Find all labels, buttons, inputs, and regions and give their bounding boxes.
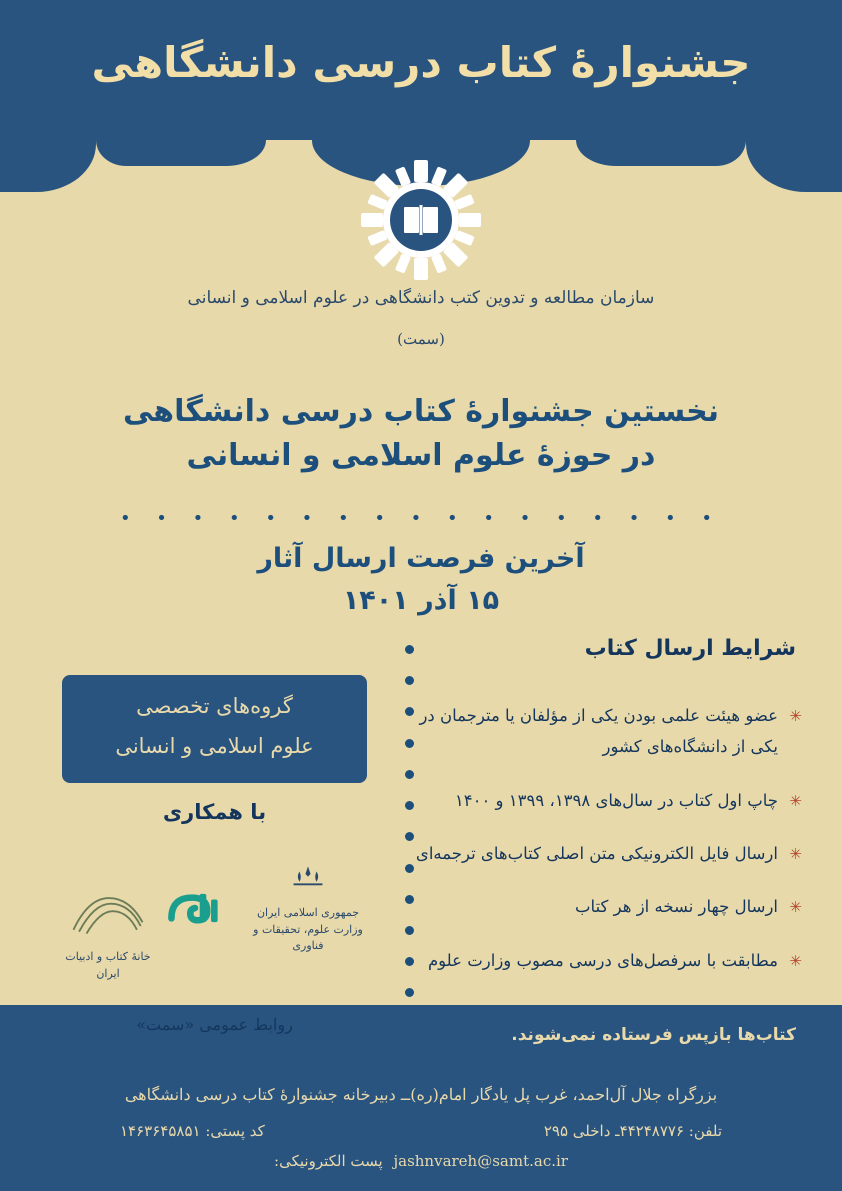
footer-phone: [544, 1122, 722, 1140]
arch-shoulder-right: [576, 140, 746, 166]
samt-logo: [155, 875, 235, 945]
footer-phone-label: تلفن:: [688, 1122, 722, 1140]
page-title: جشنوارهٔ کتاب درسی دانشگاهی: [91, 38, 751, 87]
list-item: [402, 891, 802, 922]
footer-phone-value: ۴۴۲۴۸۷۷۶ـ داخلی ۲۹۵: [543, 1122, 685, 1140]
partner-logos: [50, 855, 380, 980]
asterisk-icon: ✳: [789, 707, 802, 725]
footer-postal-label: کد پستی:: [205, 1122, 265, 1140]
asterisk-icon: ✳: [789, 898, 802, 917]
list-item: [402, 700, 802, 763]
deadline-label: آخرین فرصت ارسال آثار: [257, 543, 585, 574]
public-relations-label: روابط عمومی «سمت»: [136, 1015, 293, 1034]
organization-short-name: (سمت): [397, 330, 445, 348]
asterisk-icon: ✳: [789, 951, 802, 970]
list-item: [402, 838, 802, 869]
list-item: [402, 785, 802, 816]
footer-postal-code: [120, 1122, 265, 1140]
headline-line-2: در حوزهٔ علوم اسلامی و انسانی: [186, 437, 656, 473]
conditions-title: شرایط ارسال کتاب: [584, 636, 796, 661]
footer-email-label: پست الکترونیکی:: [274, 1152, 383, 1170]
groups-line-2: علوم اسلامی و انسانی: [115, 733, 314, 758]
book-house-caption: خانهٔ کتاب و ادبیات ایران: [65, 950, 151, 980]
deadline-date: ۱۵ آذر ۱۴۰۱: [342, 584, 500, 616]
asterisk-icon: ✳: [789, 845, 802, 864]
cooperation-label: با همکاری: [162, 800, 267, 824]
arch-shoulder-left: [96, 140, 266, 166]
ministry-of-science-logo: [238, 863, 378, 955]
footer-contact-row: [120, 1122, 722, 1140]
condition-text: ارسال چهار نسخه از هر کتاب: [575, 897, 778, 917]
footer-email-value[interactable]: jashnvareh@samt.ac.ir: [393, 1152, 568, 1170]
dot-separator: • • • • • • • • • • • • • • • • •: [119, 508, 723, 529]
specialized-groups-box: [62, 675, 367, 783]
headline: [60, 390, 782, 477]
condition-text: مطابقت با سرفصل‌های درسی مصوب وزارت علوم: [427, 950, 778, 970]
return-policy-note: کتاب‌ها بازپس فرستاده نمی‌شوند.: [511, 1025, 796, 1045]
samt-emblem-icon: [356, 155, 486, 285]
condition-text: چاپ اول کتاب در سال‌های ۱۳۹۸، ۱۳۹۹ و ۱۴۰۰: [454, 790, 778, 810]
groups-line-1: گروه‌های تخصصی: [136, 694, 293, 718]
asterisk-icon: ✳: [789, 791, 802, 810]
condition-text: ارسال فایل الکترونیکی متن اصلی کتاب‌های ترجمه‌ای: [415, 844, 778, 864]
deadline-block: [0, 538, 842, 622]
condition-text: عضو هیئت علمی بودن یکی از مؤلفان یا مترجمان در یکی از دانشگاه‌های کشور: [419, 706, 778, 757]
list-item: [402, 945, 802, 976]
footer-address: بزرگراه جلال آل‌احمد، غرب پل یادگار امام(ره)ــ دبیرخانه جشنوارهٔ کتاب درسی دانشگاهی: [124, 1085, 718, 1104]
footer-postal-value: ۱۴۶۳۶۴۵۸۵۱: [120, 1122, 201, 1140]
conditions-list: [402, 700, 802, 998]
footer-email: [0, 1152, 842, 1170]
book-house-logo: [58, 885, 158, 982]
headline-line-1: نخستین جشنوارهٔ کتاب درسی دانشگاهی: [122, 394, 720, 429]
organization-name: سازمان مطالعه و تدوین کتب دانشگاهی در علوم اسلامی و انسانی: [187, 288, 655, 308]
ministry-of-science-caption: جمهوری اسلامی ایران وزارت علوم، تحقیقات و فناوری: [253, 906, 363, 952]
